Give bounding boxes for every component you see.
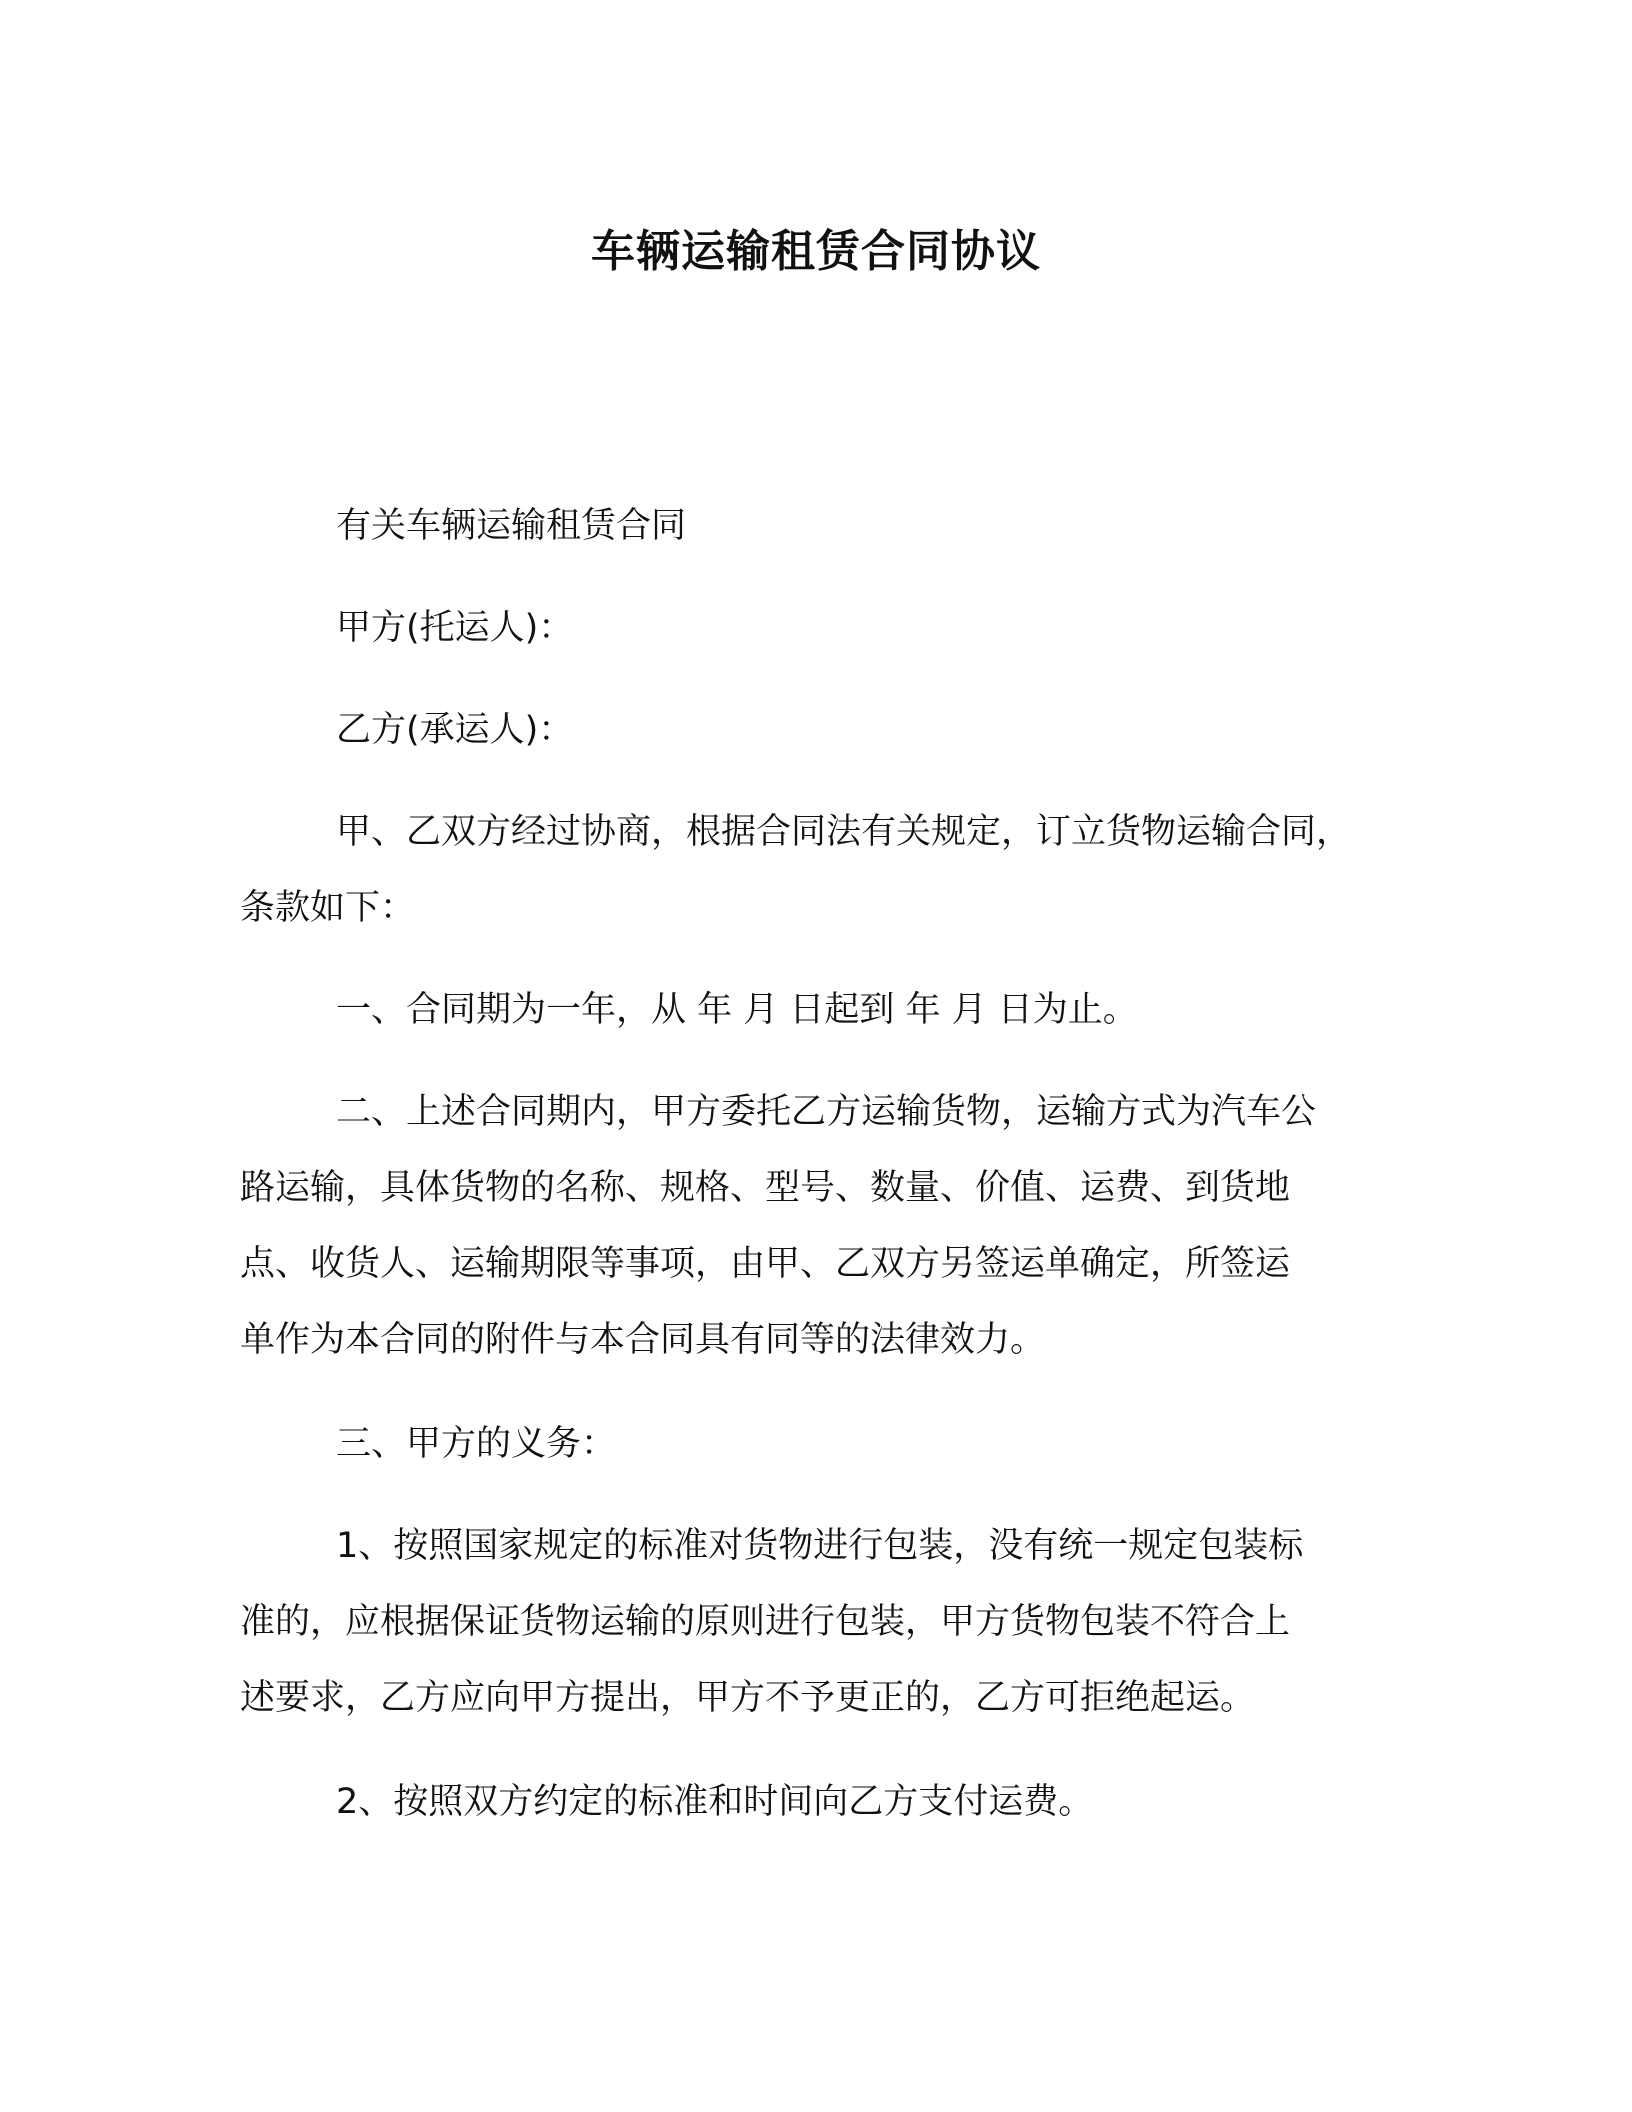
document-title: 车辆运输租赁合同协议	[591, 226, 1041, 277]
paragraph-clause-2	[240, 1074, 1392, 1378]
paragraph-line: 单作为本合同的附件与本合同具有同等的法律效力。	[240, 1320, 1046, 1360]
paragraph-line: 乙方(承运人)：	[336, 710, 574, 750]
paragraph-line: 述要求，乙方应向甲方提出，甲方不予更正的，乙方可拒绝起运。	[240, 1678, 1256, 1718]
paragraph-line: 甲、乙双方经过协商，根据合同法有关规定，订立货物运输合同，	[336, 812, 1352, 852]
paragraph-clause-3-heading	[240, 1406, 1392, 1482]
paragraph-line: 2、按照双方约定的标准和时间向乙方支付运费。	[336, 1782, 1094, 1822]
paragraph-line: 二、上述合同期内，甲方委托乙方运输货物，运输方式为汽车公	[336, 1092, 1317, 1132]
paragraph-party-b	[240, 692, 1392, 768]
paragraph-clause-3-item-2	[240, 1764, 1392, 1840]
paragraph-heading-intro	[240, 488, 1392, 564]
paragraph-line: 1、按照国家规定的标准对货物进行包装，没有统一规定包装标	[336, 1526, 1304, 1566]
paragraph-line: 有关车辆运输租赁合同	[336, 506, 687, 546]
paragraph-line: 甲方(托运人)：	[336, 608, 574, 648]
paragraph-line: 条款如下：	[240, 888, 416, 928]
paragraph-line: 一、合同期为一年，从 年 月 日起到 年 月 日为止。	[336, 990, 1138, 1030]
paragraph-agreement-intro	[240, 794, 1392, 946]
paragraph-clause-3-item-1	[240, 1508, 1392, 1736]
paragraph-line: 点、收货人、运输期限等事项，由甲、乙双方另签运单确定，所签运	[240, 1244, 1291, 1284]
paragraph-line: 路运输，具体货物的名称、规格、型号、数量、价值、运费、到货地	[240, 1168, 1291, 1208]
paragraph-line: 准的，应根据保证货物运输的原则进行包装，甲方货物包装不符合上	[240, 1602, 1291, 1642]
paragraph-clause-1	[240, 972, 1392, 1048]
paragraph-party-a	[240, 590, 1392, 666]
paragraph-line: 三、甲方的义务：	[336, 1424, 617, 1464]
